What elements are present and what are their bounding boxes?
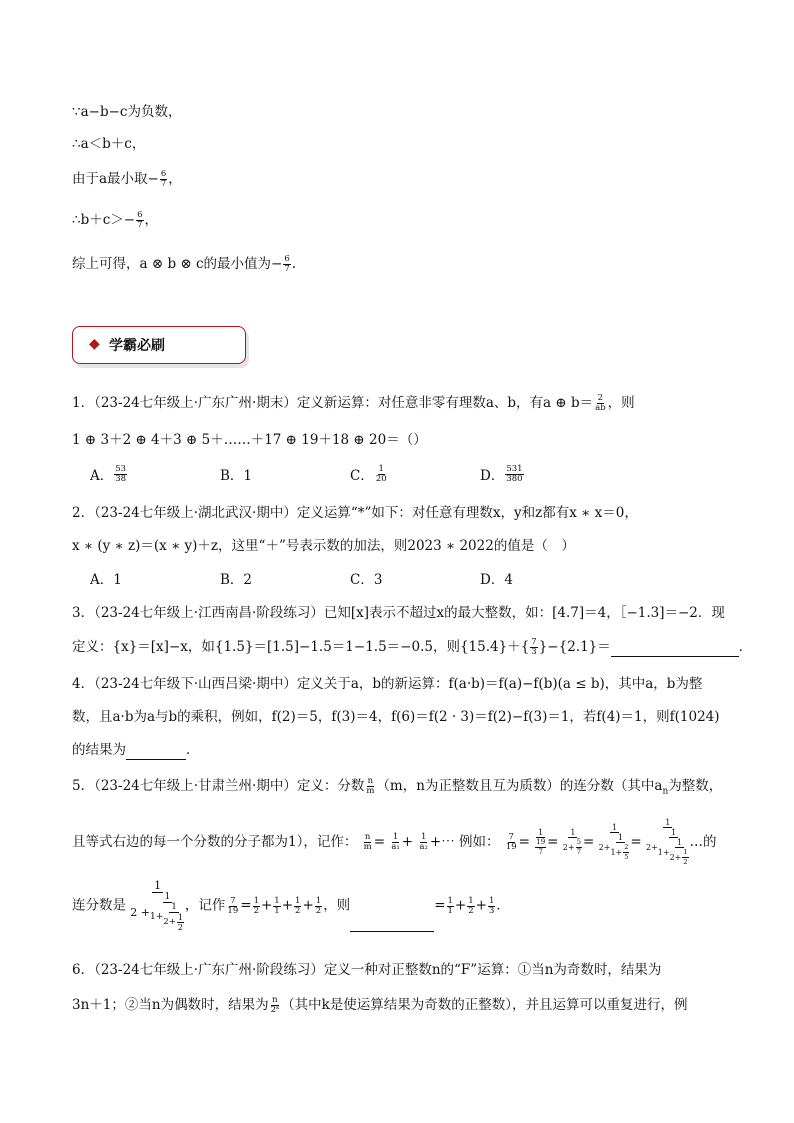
- q5-text-end: 为整数，: [668, 778, 723, 794]
- choice-c[interactable]: C．3: [350, 572, 383, 588]
- q1-line-2: 1 ⊕ 3＋2 ⊕ 4＋3 ⊕ 5＋……＋17 ⊕ 19＋18 ⊕ 20＝（）: [72, 432, 427, 448]
- fraction: [253, 897, 260, 916]
- frac-den: m: [363, 842, 372, 852]
- cf-den: 1+ 1 2+ $\frac{1}{2}$: [657, 838, 688, 866]
- fraction: [315, 897, 322, 916]
- frac-num: n: [272, 995, 278, 1005]
- fraction: [535, 838, 546, 857]
- frac-num: 6: [284, 254, 290, 264]
- choice-label: D．: [480, 468, 505, 484]
- continued-fraction: [670, 838, 690, 867]
- fraction: [418, 833, 428, 852]
- fraction: [623, 843, 629, 862]
- frac-num: 1: [420, 832, 427, 842]
- fraction: [273, 897, 280, 916]
- fraction: [294, 897, 301, 916]
- cf-den: 1+ $\frac{2}{5}$: [610, 843, 629, 861]
- fraction: [114, 465, 127, 484]
- fraction: [177, 913, 184, 932]
- choice-c[interactable]: [350, 464, 480, 484]
- choice-label: C．: [350, 468, 374, 484]
- choice-a[interactable]: [90, 464, 220, 484]
- q5-text-mid: （m，n为正整数且互为质数）的连分数（其中a: [376, 778, 663, 794]
- q5-text-3-post: ，则: [323, 897, 351, 914]
- solution-line-5-end: .: [291, 256, 297, 272]
- cf-den: 2+ $\frac{1}{2}$: [163, 913, 183, 932]
- fraction: [530, 638, 537, 657]
- continued-fraction: [150, 893, 185, 932]
- q3-text: 定义：{x}＝[x]−x，如{1.5}＝[1.5]−1.5＝1−1.5＝−0.5，则{15.4}＋: [72, 639, 521, 655]
- frac-den: 2: [295, 905, 301, 916]
- fraction: [375, 465, 388, 484]
- frac-den: 2: [177, 923, 183, 932]
- frac-den: ab: [595, 403, 606, 413]
- continued-fraction: [130, 880, 185, 932]
- frac-den: m: [366, 786, 375, 796]
- solution-line-1: ∵a−b−c为负数，: [72, 104, 182, 120]
- fraction: [467, 897, 474, 916]
- q5-text: 5．（23-24七年级上·甘肃兰州·期中）定义：分数: [72, 778, 365, 794]
- cf-num: 1: [617, 833, 623, 842]
- cf-num: 1: [677, 838, 683, 847]
- frac-num: n: [364, 832, 371, 842]
- frac-den: 7: [137, 220, 143, 230]
- frac-num: 2: [624, 843, 629, 851]
- frac-den: 7: [576, 848, 582, 856]
- continued-fraction: [599, 823, 631, 862]
- choice-b[interactable]: B．1: [220, 468, 253, 484]
- frac-num: n: [367, 776, 374, 786]
- solution-line-4: [72, 210, 738, 230]
- q5-sub: n: [662, 786, 669, 797]
- frac-num: 19: [536, 838, 546, 846]
- choice-a[interactable]: A．1: [90, 572, 122, 588]
- q4-line-1: 4．（23-24七年级下·山西吕梁·期中）定义关于a，b的新运算：f(a·b)＝f(a)−f(b)(a ≤ b)，其中a，b为整: [72, 676, 703, 692]
- frac-num: 1: [392, 832, 399, 842]
- frac-num: 7: [508, 832, 514, 842]
- cf-den: [534, 838, 547, 857]
- answer-blank[interactable]: [350, 917, 434, 932]
- fraction: [505, 833, 518, 852]
- q5-line-3: 连分数是 1 2 + 1 1+ 1 2+ $\frac{1}{2}$ ，记作 $\frac{7}{19}$ = $\frac{1}{2}$ + $\frac{1}{1}$ + $\frac{1}{2}$ + $\frac{1}{2}$ ，则 = $\frac{1}{1}$ + $\frac{1}{2}$ + $\frac{1}{3}$ ．: [72, 879, 510, 932]
- choice-d[interactable]: [480, 464, 610, 484]
- brace-open: {: [520, 639, 530, 655]
- continued-fraction: [610, 833, 630, 862]
- frac-num: 7: [531, 637, 537, 647]
- cf-num: 1: [611, 823, 618, 832]
- solution-line-4-text: ∴b＋c＞−: [72, 212, 136, 228]
- fraction: [390, 833, 400, 852]
- solution-line-4-end: ，: [144, 212, 159, 228]
- frac-num: 6: [137, 210, 143, 220]
- q5-line-2: 且等式右边的每一个分数的分子都为1），记作： $\frac{n}{m}$ = $\frac{1}{\text{a₁}}$ + $\frac{1}{\text{a₂}}$ +⋯ 例如： $\frac{7}{19}$ = $\frac{1}{\frac{19}{7}}$ = 1 2+ $\frac{5}{7}$ = 1 2+ 1 1+ $\frac{2}{5}$ = 1 2+ 1 1+ 1 2+ $\frac{1}{2}$ …的: [72, 818, 717, 866]
- cf-num: 1: [154, 879, 162, 892]
- cf-den: 1+ 1 2+ $\frac{1}{2}$: [150, 902, 183, 932]
- frac-den: 7: [284, 264, 290, 274]
- frac-num: 5: [576, 838, 582, 846]
- brace-close: }: [538, 639, 548, 655]
- frac-num: 1: [488, 895, 495, 906]
- frac-den: 38: [115, 473, 127, 484]
- frac-num: 7: [230, 895, 236, 906]
- q4-line-3: [72, 740, 738, 760]
- frac-den: 2: [683, 858, 688, 866]
- frac-den: a₂: [419, 842, 428, 852]
- q5-example-label: 例如：: [459, 834, 500, 850]
- fraction: [136, 211, 143, 230]
- solution-line-3: [72, 169, 738, 189]
- q6-text: 3n＋1；②当n为偶数时，结果为: [72, 997, 269, 1013]
- cf-den: 2+ $\frac{1}{2}$: [669, 848, 688, 866]
- cf-num: 1: [171, 902, 177, 912]
- q5-text-2: 且等式右边的每一个分数的分子都为1），记作：: [72, 834, 358, 850]
- q6-line-1: 6．（23-24七年级上·广东广州·阶段练习）定义一种对正整数n的“F”运算：①当n为奇数时，结果为: [72, 962, 662, 978]
- choice-label: A．: [90, 468, 114, 484]
- q3-line-1: 3．（23-24七年级上·江西南昌·阶段练习）已知[x]表示不超过x的最大整数，如：[4.7]＝4，［−1.3]＝−2．现: [72, 605, 725, 621]
- fraction: [270, 996, 281, 1015]
- q2-choices: [90, 568, 610, 588]
- frac-num: 1: [468, 895, 474, 906]
- frac-num: 1: [177, 913, 183, 922]
- frac-num: 531: [506, 463, 523, 474]
- frac-den: 2: [253, 905, 259, 916]
- fraction: [682, 848, 688, 867]
- continued-fraction: [534, 828, 547, 857]
- solution-line-3-text: 由于a最小取−: [72, 171, 159, 187]
- cf-den: 2 + 1 1+ 1 2+ $\frac{1}{2}$: [130, 892, 183, 932]
- frac-num: 1: [378, 463, 384, 474]
- frac-num: 1: [447, 895, 453, 906]
- frac-den: a₁: [391, 842, 400, 852]
- frac-den: 20: [375, 473, 387, 484]
- q5-text-3: 连分数是: [72, 897, 126, 914]
- frac-den: 5: [624, 853, 629, 861]
- q4-text: 的结果为: [72, 742, 126, 758]
- continued-fraction: [163, 903, 185, 932]
- fraction: [488, 897, 495, 916]
- section-title: 学霸必刷: [109, 338, 165, 354]
- frac-num: 53: [115, 463, 127, 474]
- q2-line-1: 2．（23-24七年级上·湖北武汉·期中）定义运算“*”如下：对任意有理数x，y和z都有x ∗ x＝0，: [72, 505, 638, 521]
- frac-num: 1: [683, 848, 688, 856]
- q6-line-2: [72, 995, 738, 1015]
- frac-num: 6: [160, 169, 167, 179]
- frac-num: 1: [274, 895, 280, 906]
- solution-line-3-end: ，: [168, 171, 182, 187]
- cf-den: 2+ 1 1+ 1 2+ $\frac{1}{2}$: [645, 828, 688, 866]
- frac-den: 380: [506, 473, 523, 484]
- choice-b[interactable]: B．2: [220, 572, 253, 588]
- frac-den: 3: [488, 905, 495, 916]
- frac-num: 1: [315, 895, 322, 906]
- answer-blank[interactable]: [611, 642, 739, 657]
- continued-fraction: [646, 818, 690, 867]
- frac-den: 3: [531, 647, 537, 657]
- q5-text-2-end: …的: [689, 834, 717, 850]
- fraction: [160, 170, 167, 189]
- q4-end: ．: [186, 742, 200, 758]
- q1-choices: [90, 464, 610, 484]
- solution-line-2: ∴a＜b＋c，: [72, 136, 146, 152]
- q5-line-1: [72, 776, 738, 802]
- cf-num: 1: [671, 828, 677, 837]
- frac-den: 2: [468, 905, 474, 916]
- fraction: [505, 465, 523, 484]
- frac-den: 2ᵏ: [270, 1005, 280, 1015]
- frac-num: 2: [597, 393, 604, 403]
- q3-end: ．: [738, 639, 753, 655]
- q3-line-2: [72, 637, 753, 657]
- continued-fraction: [658, 828, 690, 867]
- frac-den: 7: [160, 179, 167, 189]
- frac-den: 1: [447, 905, 453, 916]
- q5-end: ．: [496, 897, 510, 914]
- cf-den: 2+ $\frac{5}{7}$: [562, 838, 582, 856]
- q5-text-3-mid: ，记作: [184, 897, 226, 914]
- q3-text-tail: −{2.1}＝: [547, 639, 611, 655]
- q1-stem: 1．（23-24七年级上·广东广州·期末）定义新运算：对任意非零有理数a、b，有a ⊕ b＝: [72, 395, 594, 411]
- fraction: [365, 777, 375, 796]
- q1-stem-end: ，则: [607, 395, 635, 411]
- solution-line-5: [72, 254, 738, 274]
- continued-fraction: [563, 828, 583, 857]
- frac-num: 1: [253, 895, 259, 906]
- choice-d[interactable]: D．4: [480, 572, 513, 588]
- cf-num: 1: [164, 892, 171, 902]
- frac-den: 2: [315, 905, 322, 916]
- q1-line-1: [72, 393, 738, 413]
- fraction: [283, 255, 290, 274]
- cf-num: 1: [665, 818, 671, 827]
- fraction: [226, 897, 239, 916]
- solution-line-5-text: 综上可得，a ⊗ b ⊗ c的最小值为−: [72, 256, 283, 272]
- cf-num: 1: [570, 828, 576, 837]
- section-badge: [72, 326, 246, 364]
- diamond-icon: ◆: [89, 336, 100, 352]
- frac-den: 19: [227, 905, 239, 916]
- q6-text-tail: （其中k是使运算结果为奇数的正整数），并且运算可以重复进行，例: [281, 997, 688, 1013]
- q4-line-2: 数，且a·b为a与b的乘积，例如，f(2)＝5，f(3)＝4，f(6)＝f(2 · 3)＝f(2)−f(3)＝1，若f(4)＝1，则f(1024): [72, 709, 720, 725]
- fraction: [594, 394, 607, 413]
- answer-blank[interactable]: [126, 745, 186, 760]
- cf-den: 2+ 1 1+ $\frac{2}{5}$: [598, 833, 629, 861]
- q2-line-2: x ∗ (y ∗ z)＝(x ∗ y)＋z，这里“＋”号表示数的加法，则2023 ∗ 2022的值是（ ）: [72, 538, 575, 554]
- frac-den: 7: [538, 848, 543, 856]
- fraction: [363, 833, 373, 852]
- fraction: [576, 838, 582, 857]
- cf-num: 1: [538, 828, 544, 837]
- frac-den: 1: [274, 905, 280, 916]
- frac-den: 19: [505, 842, 517, 852]
- fraction: [447, 897, 454, 916]
- frac-num: 1: [295, 895, 301, 906]
